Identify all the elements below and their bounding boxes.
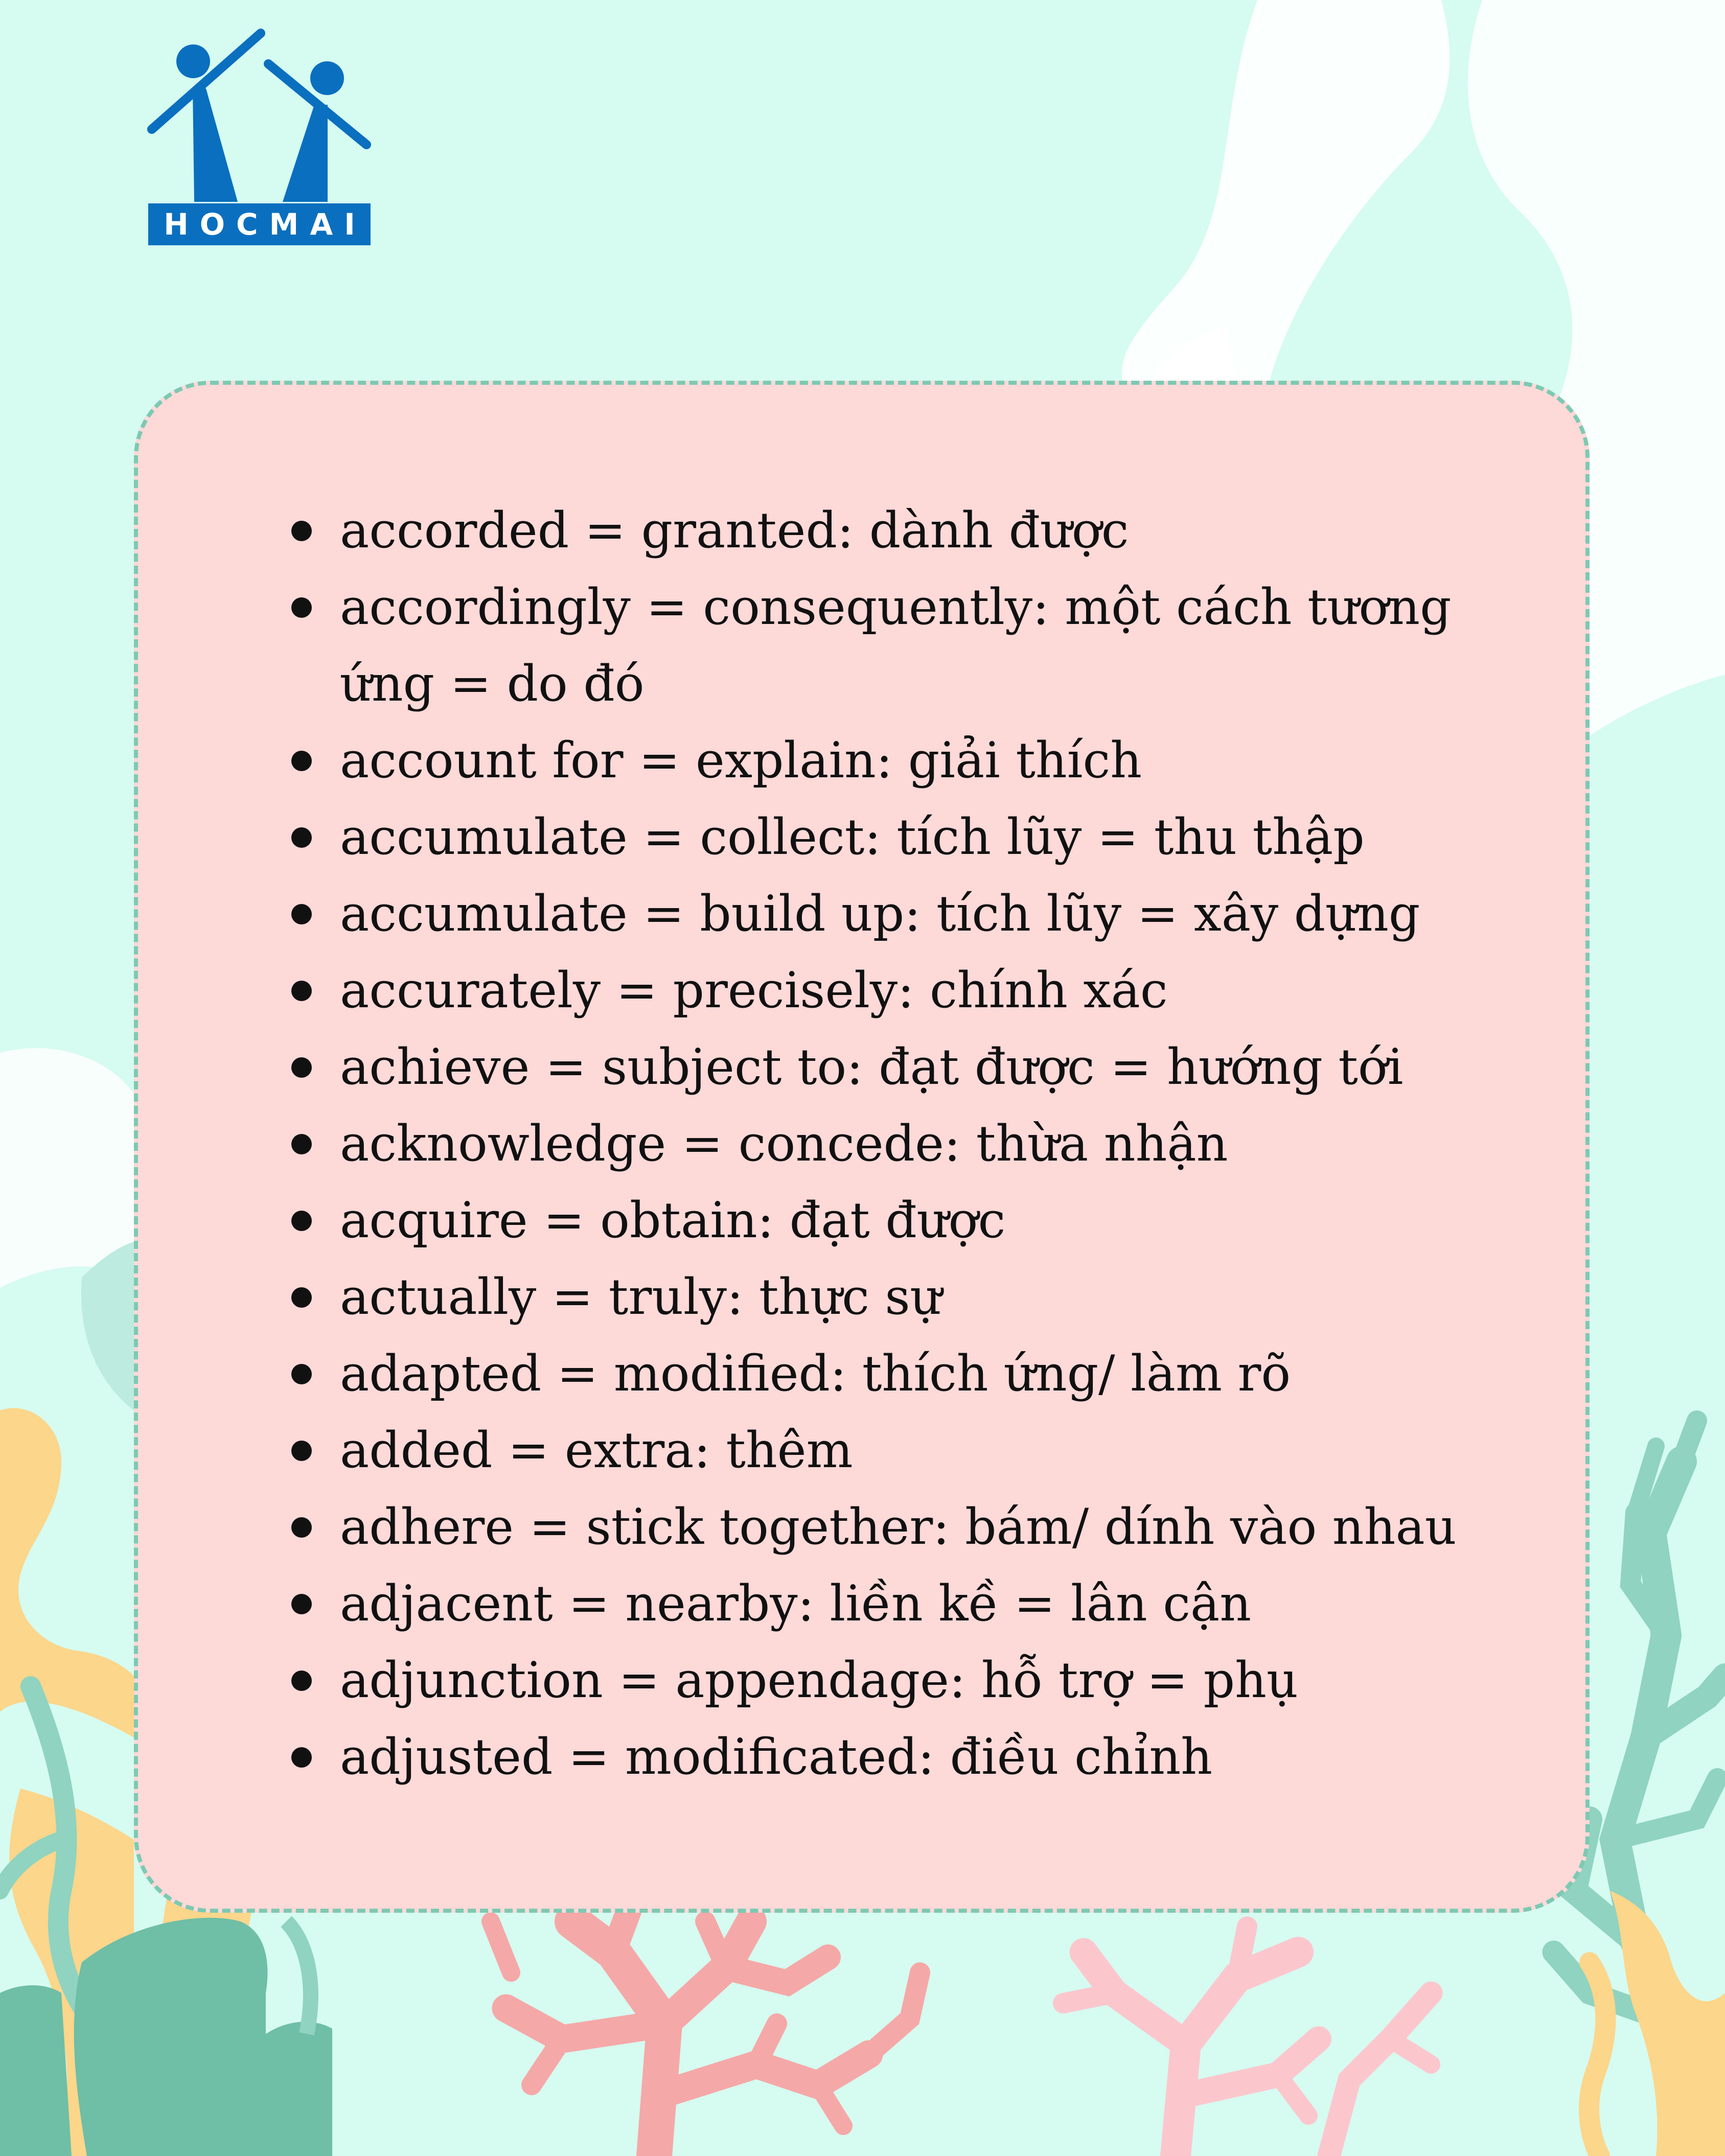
vocab-text: adjacent = nearby: liền kề = lân cận: [340, 1575, 1252, 1632]
list-item: [340, 1489, 1546, 1565]
vocab-text: accurately = precisely: chính xác: [340, 962, 1168, 1019]
vocab-text: accumulate = build up: tích lũy = xây dựng: [340, 885, 1420, 942]
vocab-text: acquire = obtain: đạt được: [340, 1192, 1006, 1249]
bullet-icon: [291, 1594, 312, 1614]
vocab-text: accumulate = collect: tích lũy = thu thập: [340, 808, 1365, 866]
bullet-icon: [291, 1441, 312, 1461]
coral-shape: [491, 1911, 920, 2156]
list-item: [340, 875, 1546, 952]
wave-shape: [81, 1242, 134, 1410]
list-item: [340, 492, 1546, 569]
brand-name: HOCMAI: [148, 203, 371, 245]
bullet-icon: [291, 1134, 312, 1154]
list-item: [340, 1412, 1546, 1489]
vocab-text: added = extra: thêm: [340, 1422, 853, 1479]
seaweed-shape: [74, 1918, 268, 2156]
list-item: [340, 1335, 1546, 1412]
bullet-icon: [291, 1211, 312, 1231]
vocab-text: accorded = granted: dành được: [340, 502, 1129, 559]
wave-shape: [1122, 0, 1450, 388]
seaweed-shape: [286, 1921, 311, 2034]
vocabulary-list: [340, 492, 1546, 1795]
vocab-text: adhere = stick together: bám/ dính vào nhau: [340, 1498, 1457, 1556]
bullet-icon: [291, 1057, 312, 1078]
list-item: [340, 1029, 1546, 1105]
bullet-icon: [291, 904, 312, 924]
vocab-text: account for = explain: giải thích: [340, 732, 1142, 789]
bullet-icon: [291, 521, 312, 541]
vocab-text: adjunction = appendage: hỗ trợ = phụ: [340, 1652, 1298, 1709]
bullet-icon: [291, 597, 312, 618]
bullet-icon: [291, 1287, 312, 1308]
coral-shape: [1063, 1927, 1431, 2156]
vocab-text: accordingly = consequently: một cách tương ứng = do đó: [340, 578, 1452, 712]
seaweed-shape: [0, 1985, 72, 2156]
list-item: [340, 1105, 1546, 1182]
bullet-icon: [291, 981, 312, 1001]
vocab-text: acknowledge = concede: thừa nhận: [340, 1115, 1228, 1172]
vocabulary-card: [134, 381, 1590, 1913]
bullet-icon: [291, 1671, 312, 1691]
list-item: [340, 1182, 1546, 1259]
vocab-text: actually = truly: thực sự: [340, 1268, 942, 1326]
list-item: [340, 569, 1546, 722]
bullet-icon: [291, 827, 312, 848]
bullet-icon: [291, 1747, 312, 1768]
list-item: [340, 1565, 1546, 1642]
seaweed-shape: [1610, 1891, 1725, 2156]
seaweed-shape: [0, 1408, 134, 1737]
list-item: [340, 1642, 1546, 1719]
bullet-icon: [291, 751, 312, 771]
vocab-text: adapted = modified: thích ứng/ làm rõ: [340, 1345, 1291, 1402]
list-item: [340, 1259, 1546, 1335]
list-item: [340, 1719, 1546, 1795]
bullet-icon: [291, 1517, 312, 1538]
bullet-icon: [291, 1364, 312, 1384]
list-item: [340, 722, 1546, 799]
list-item: [340, 799, 1546, 875]
vocab-text: adjusted = modificated: điều chỉnh: [340, 1728, 1213, 1786]
list-item: [340, 952, 1546, 1029]
vocab-text: achieve = subject to: đạt được = hướng tới: [340, 1038, 1404, 1096]
